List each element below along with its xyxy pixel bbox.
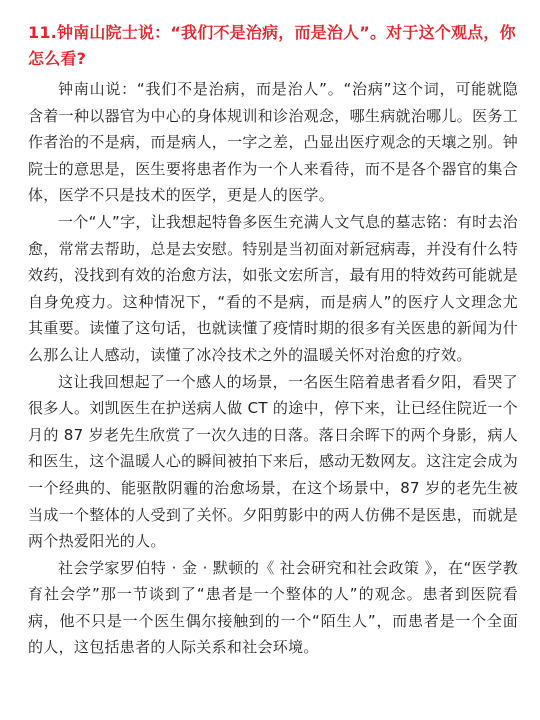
paragraph-2: 一个“人”字，让我想起特鲁多医生充满人文气息的墓志铭：有时去治愈，常常去帮助，总是去安慰。特别是当初面对新冠病毒，并没有什么特效药，没找到有效的治愈方法，如张文宏所言，最有用的特效药可能就是自身免疫力。这种情况下，“看的不是病，而是病人”的医疗人文理念尤其重要。读懂了这句话，也就读懂了疫情时期的很多有关医患的新闻为什么那么让人感动，读懂了冰冷技术之外的温暖关怀对治愈的疗效。 bbox=[28, 212, 518, 364]
paragraph-1: 钟南山说：“我们不是治病，而是治人”。“治病”这个词，可能就隐含着一种以器官为中心的身体规训和诊治观念，哪生病就治哪儿。医务工作者治的不是病，而是病人，一字之差，凸显出医疗观念的天壤之别。钟院士的意思是，医生要将患者作为一个人来看待，而不是各个器官的集合体，医学不只是技术的医学，更是人的医学。 bbox=[28, 80, 518, 205]
paragraph-4: 社会学家罗伯特 · 金 · 默顿的《 社会研究和社会政策 》，在“医学教育社会学”那一节谈到了“患者是一个整体的人”的观念。患者到医院看病，他不只是一个医生偶尔接触到的一个“陌生人”，而患者是一个全面的人，这包括患者的人际关系和社会环境。 bbox=[28, 558, 518, 657]
paragraph-3: 这让我回想起了一个感人的场景，一名医生陪着患者看夕阳，看哭了很多人。刘凯医生在护送病人做 CT 的途中，停下来，让已经住院近一个月的 87 岁老先生欣赏了一次久违的日落。落日余晖下的两个身影，病人和医生，这个温暖人心的瞬间被拍下来后，感动无数网友。这注定会成为一个经典的、能驱散阴霾的治愈场景，在这个场景中，87 岁的老先生被当成一个整体的人受到了关怀。夕阳剪影中的两人仿佛不是医患，而就是两个热爱阳光的人。 bbox=[28, 372, 518, 551]
question-heading: 11.钟南山院士说：“我们不是治病，而是治人”。对于这个观点，你怎么看? bbox=[28, 23, 516, 68]
